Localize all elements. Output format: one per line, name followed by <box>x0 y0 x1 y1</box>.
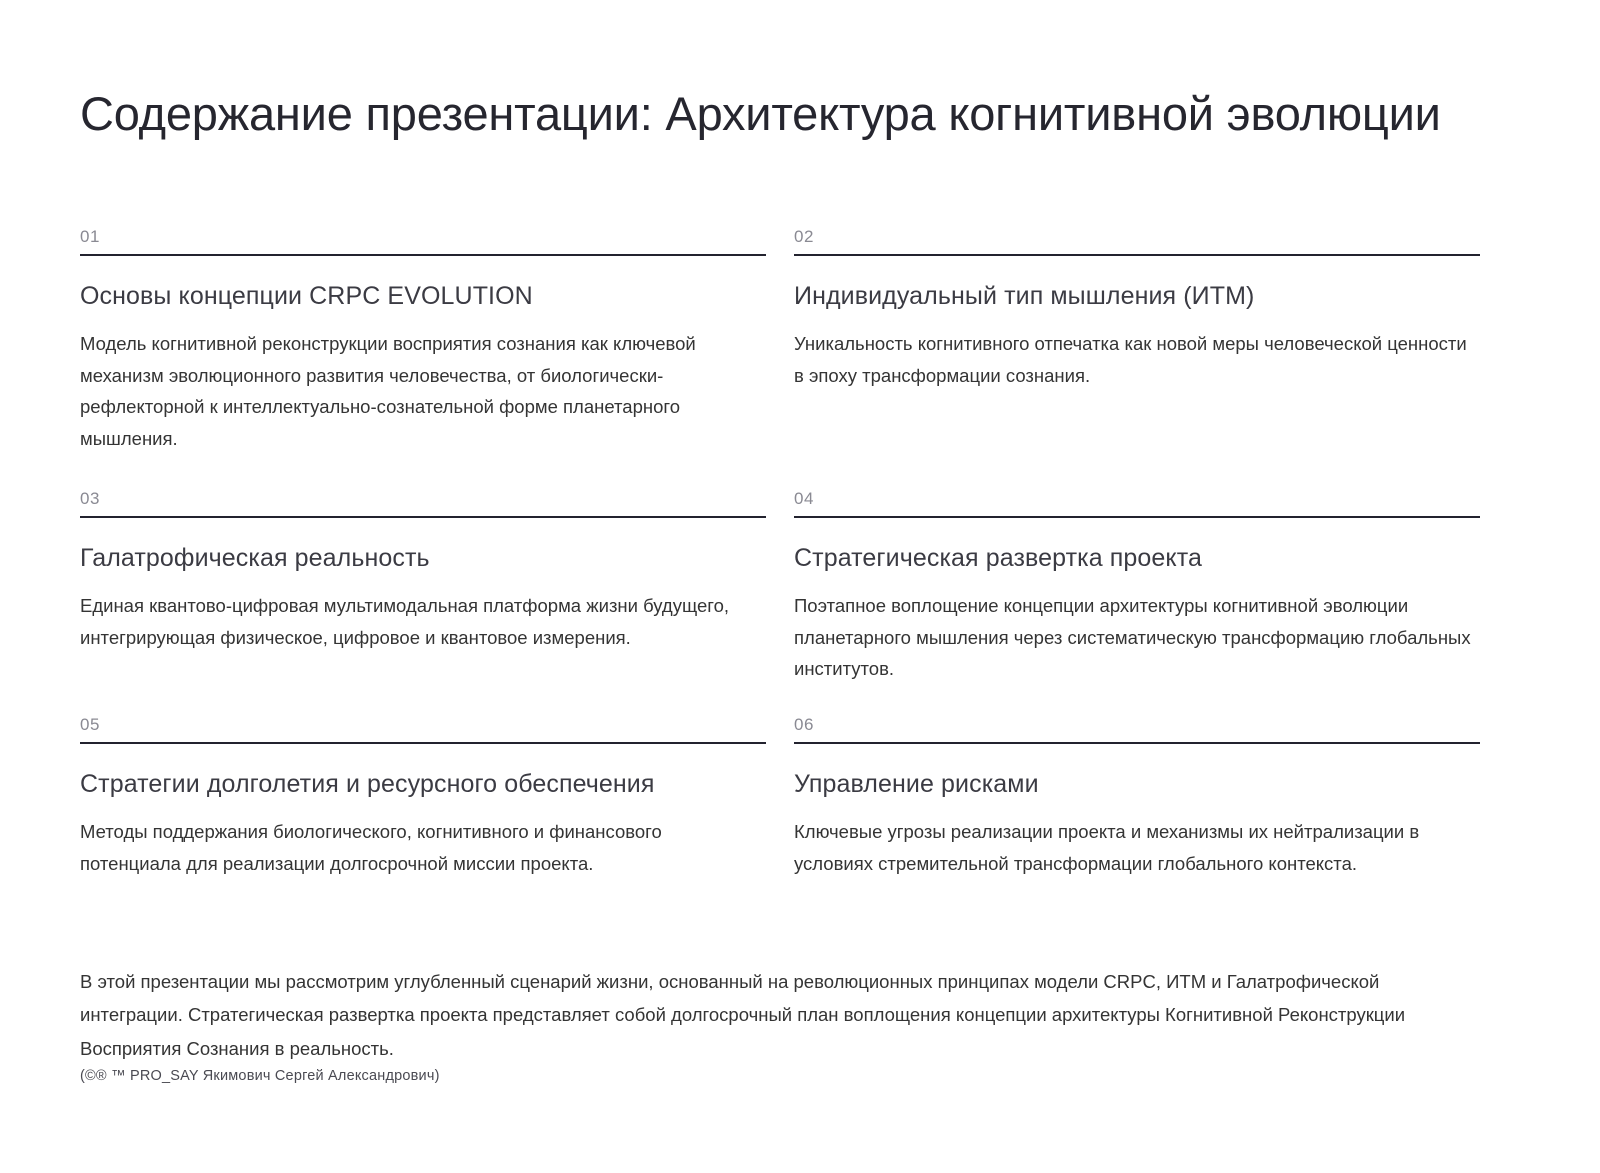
toc-item-heading: Галатрофическая реальность <box>80 544 430 572</box>
toc-item-number: 06 <box>794 715 815 734</box>
toc-item-heading: Стратегии долголетия и ресурсного обеспечения <box>80 770 655 798</box>
summary-paragraph: В этой презентации мы рассмотрим углубленный сценарий жизни, основанный на революционных принципах модели CRPC, ИТМ и Галатрофической интеграции. Стратегическая развертка проекта представляет собой долгосрочный план воплощения концепции архитектуры Когнитивной Реконструкции Восприятия Сознания в реальность. <box>80 970 1406 1059</box>
toc-item-heading: Стратегическая развертка проекта <box>794 544 1202 572</box>
toc-item-divider <box>794 254 1480 256</box>
toc-item-divider <box>80 254 766 256</box>
toc-item-02[interactable] <box>794 228 1480 490</box>
toc-item-divider <box>794 742 1480 744</box>
toc-item-number: 05 <box>80 715 101 734</box>
toc-item-description: Методы поддержания биологического, когнитивного и финансового потенциала для реализации долгосрочной миссии проекта. <box>80 820 662 874</box>
toc-item-03[interactable] <box>80 490 766 716</box>
toc-item-description: Модель когнитивной реконструкции восприятия сознания как ключевой механизм эволюционного развития человечества, от биологически-рефлекторной к интеллектуально-сознательной форме планетарного мышления. <box>80 332 696 450</box>
toc-item-heading: Управление рисками <box>794 770 1039 798</box>
toc-item-divider <box>80 742 766 744</box>
toc-item-description: Ключевые угрозы реализации проекта и механизмы их нейтрализации в условиях стремительной трансформации глобального контекста. <box>794 820 1420 874</box>
toc-item-05[interactable] <box>80 716 766 896</box>
toc-item-04[interactable] <box>794 490 1480 716</box>
toc-item-06[interactable] <box>794 716 1480 896</box>
toc-item-number: 04 <box>794 489 815 508</box>
toc-item-description: Уникальность когнитивного отпечатка как новой меры человеческой ценности в эпоху трансформации сознания. <box>794 332 1467 386</box>
toc-item-01[interactable] <box>80 228 766 490</box>
toc-item-number: 03 <box>80 489 101 508</box>
page-title: Содержание презентации: Архитектура когнитивной эволюции <box>80 87 1441 141</box>
toc-item-number: 01 <box>80 227 101 246</box>
toc-item-number: 02 <box>794 227 815 246</box>
table-of-contents-grid <box>80 228 1516 896</box>
toc-item-heading: Индивидуальный тип мышления (ИТМ) <box>794 282 1255 310</box>
toc-item-heading: Основы концепции CRPC EVOLUTION <box>80 282 533 310</box>
copyright-notice: (©® ™ PRO_SAY Якимович Сергей Александрович) <box>80 1068 440 1084</box>
toc-item-divider <box>794 516 1480 518</box>
toc-item-description: Единая квантово-цифровая мультимодальная платформа жизни будущего, интегрирующая физическое, цифровое и квантовое измерения. <box>80 594 730 648</box>
toc-item-divider <box>80 516 766 518</box>
toc-item-description: Поэтапное воплощение концепции архитектуры когнитивной эволюции планетарного мышления через систематическую трансформацию глобальных институтов. <box>794 594 1471 680</box>
